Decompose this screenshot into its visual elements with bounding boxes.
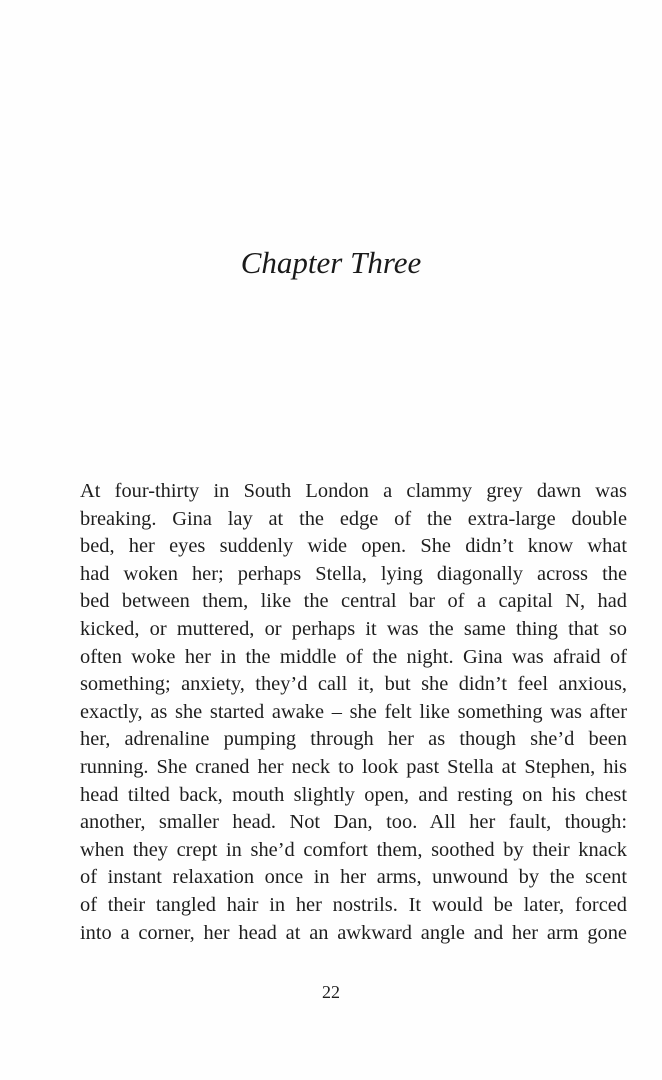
text-line: bed, her eyes suddenly wide open. She didn’t know what — [80, 535, 627, 558]
body-text — [80, 478, 627, 947]
text-line: her, adrenaline pumping through her as though she’d been — [80, 728, 627, 751]
text-line: head tilted back, mouth slightly open, and resting on his chest — [80, 783, 627, 806]
text-line: kicked, or muttered, or perhaps it was the same thing that so — [80, 617, 627, 640]
text-line: breaking. Gina lay at the edge of the extra-large double — [80, 507, 627, 530]
text-line: of instant relaxation once in her arms, unwound by the scent — [80, 866, 627, 889]
text-line: had woken her; perhaps Stella, lying diagonally across the — [80, 562, 627, 585]
text-line: bed between them, like the central bar of a capital N, had — [80, 590, 627, 613]
text-line: something; anxiety, they’d call it, but she didn’t feel anxious, — [80, 673, 627, 696]
text-line: exactly, as she started awake – she felt like something was after — [80, 700, 627, 723]
text-line: often woke her in the middle of the night. Gina was afraid of — [80, 645, 627, 668]
text-line: of their tangled hair in her nostrils. It would be later, forced — [80, 893, 627, 916]
text-line: into a corner, her head at an awkward angle and her arm gone — [80, 921, 627, 944]
text-line: when they crept in she’d comfort them, soothed by their knack — [80, 838, 627, 861]
text-line: another, smaller head. Not Dan, too. All her fault, though: — [80, 811, 627, 834]
chapter-title: Chapter Three — [240, 245, 422, 280]
text-line: At four-thirty in South London a clammy grey dawn was — [80, 480, 627, 502]
page-number: 22 — [322, 982, 340, 1002]
text-line: running. She craned her neck to look past Stella at Stephen, his — [80, 755, 627, 778]
